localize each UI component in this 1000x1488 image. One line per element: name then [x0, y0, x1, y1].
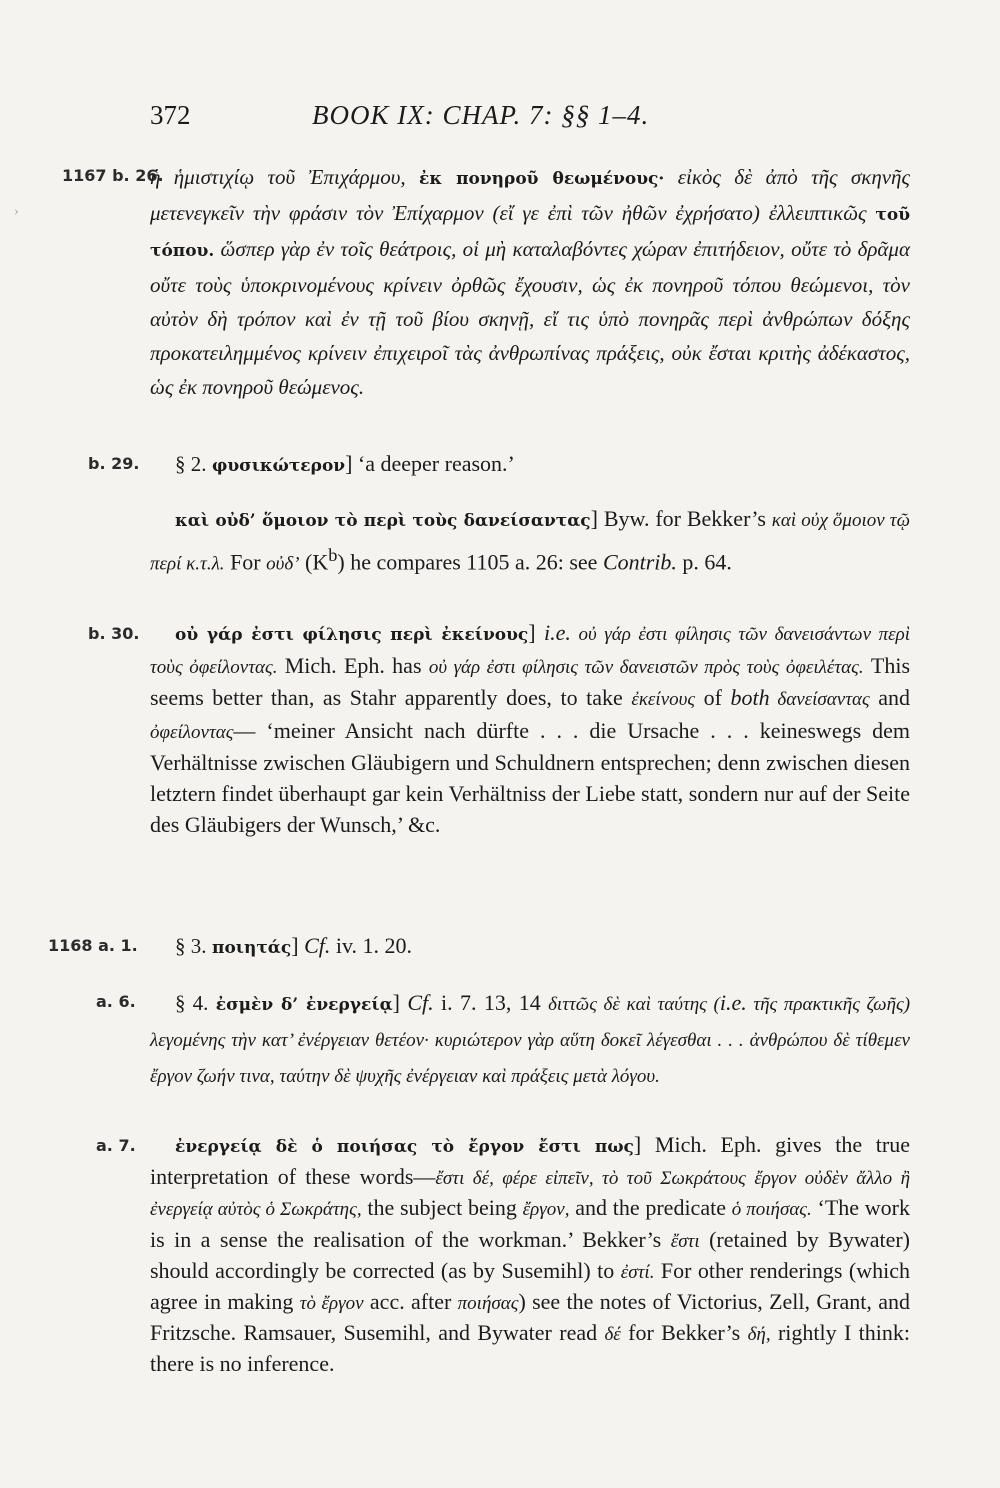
lemma: ἐνεργείᾳ δὲ ὁ ποιήσας τὸ ἔργον ἔστι πως [175, 1137, 634, 1157]
section-marker: § 3. [175, 934, 207, 958]
lemma: φυσικώτερον [212, 456, 346, 476]
section-marker: § 4. [175, 991, 209, 1015]
note-text: § 3. ποιητάς] Cf. iv. 1. 20. [175, 933, 413, 958]
lemma: τοῦ τόπου. [150, 205, 910, 261]
margin-mark: › [14, 204, 19, 219]
lemma: ἐκ πονηροῦ θεωμένους· [418, 169, 665, 189]
lemma: οὐ γάρ ἐστι φίλησις περὶ ἐκείνους [175, 625, 529, 645]
line-reference: b. 30. [88, 624, 140, 643]
line-reference: b. 29. [88, 454, 140, 473]
note-text: § 4. ἐσμὲν δ’ ἐνεργείᾳ] Cf. i. 7. 13, 14 διττῶς δὲ καὶ ταύτης (i.e. τῆς πρακτικῆς ζωῆς) λεγομένης τὴν κατ’ ἐνέργειαν θετέον· κυριώτερον γὰρ αὕτη δοκεῖ λέγεσθαι . . . ἀνθρώπου δὲ τίθεμεν ἔργον ζωήν τινα, ταύτην δὲ ψυχῆς ἐνέργειαν καὶ πράξεις μετὰ λόγου. [150, 990, 911, 1087]
page-header [0, 100, 1000, 140]
note-text: οὐ γάρ ἐστι φίλησις περὶ ἐκείνους] i.e. οὐ γάρ ἐστι φίλησις τῶν δανεισάντων περὶ τοὺς ὀφείλοντας. Mich. Eph. has οὐ γάρ ἐστι φίλησις τῶν δανειστῶν πρὸς τοὺς ὀφειλέτας. This seems better than, as Stahr apparently does, to take ἐκείνους of both δανείσαντας and ὀφείλοντας— ‘meiner Ansicht nach dürfte . . . die Ursache . . . keineswegs dem Verhältnisse zwischen Gläubigern und Schuldnern entsprechen; denn zwischen diesen letztern findet überhaupt gar kein Verhältniss der Liebe statt, sondern nur auf der Seite des Gläubigers der Wunsch,’ &c. [150, 620, 911, 837]
line-reference: a. 6. [96, 992, 136, 1011]
line-reference: a. 7. [96, 1136, 136, 1155]
running-title: BOOK IX: CHAP. 7: §§ 1–4. [312, 100, 650, 130]
note-text: § 2. φυσικώτερον] ‘a deeper reason.’ [175, 451, 515, 476]
note-text: καὶ οὐδ’ ὅμοιον τὸ περὶ τοὺς δανείσαντας] Byw. for Bekker’s καὶ οὐχ ὅμοιον τῷ περί κ.τ.λ. For οὐδ’ $(K^b)$ he compares 1105 a. 26: see Contrib. p. 64. [150, 506, 910, 575]
note-text: ἐνεργείᾳ δὲ ὁ ποιήσας τὸ ἔργον ἔστι πως] Mich. Eph. gives the true interpretation of these words—ἔστι δέ, φέρε εἰπεῖν, τὸ τοῦ Σωκράτους ἔργον οὐδὲν ἄλλο ἢ ἐνεργείᾳ αὐτὸς ὁ Σωκράτης, the subject being ἔργον, and the predicate ὁ ποιήσας. ‘The work is in a sense the realisation of the workman.’ Bekker’s ἔστι (retained by Bywater) should accordingly be corrected (as by Susemihl) to ἐστί. For other renderings (which agree in making τὸ ἔργον acc. after ποιήσας) see the notes of Victorius, Zell, Grant, and Fritzsche. Ramsauer, Susemihl, and Bywater read δέ for Bekker’s δή, rightly I think: there is no inference. [150, 1132, 911, 1377]
line-reference: 1167 b. 26. [62, 166, 164, 185]
lemma: καὶ οὐδ’ ὅμοιον τὸ περὶ τοὺς δανείσαντας [175, 511, 591, 531]
line-reference: 1168 a. 1. [48, 936, 138, 955]
lemma: ἐσμὲν δ’ ἐνεργείᾳ [215, 995, 393, 1015]
note-text: ἡ ἡμιστιχίῳ τοῦ Ἐπιχάρμου, ἐκ πονηροῦ θεωμένους· εἰκὸς δὲ ἀπὸ τῆς σκηνῆς μετενεγκεῖν τὴν φράσιν τὸν Ἐπίχαρμον (εἴ γε ἐπὶ τῶν ἠθῶν ἐχρήσατο) ἐλλειπτικῶς τοῦ τόπου. ὥσπερ γὰρ ἐν τοῖς θεάτροις, οἱ μὴ καταλαβόντες χώραν ἐπιτήδειον, οὔτε τὸ δρᾶμα οὔτε τοὺς ὑποκρινομένους κρίνειν ὀρθῶς ἔχουσιν, ὡς ἐκ πονηροῦ τόπου θεώμενοι, τὸν αὐτὸν δὴ τρόπον καὶ ἐν τῇ τοῦ βίου σκηνῇ, εἴ τις ὑπὸ πονηρᾶς περὶ ἀνθρώπων δόξης προκατειλημμένος κρίνειν ἐπιχειροῖ τὰς ἀνθρωπίνας πράξεις, οὐκ ἔσται κριτὴς ἀδέκαστος, ὡς ἐκ πονηροῦ θεώμενος. [150, 165, 910, 399]
lemma: ποιητάς [212, 938, 292, 958]
page-number: 372 [150, 100, 191, 130]
section-marker: § 2. [175, 452, 207, 476]
